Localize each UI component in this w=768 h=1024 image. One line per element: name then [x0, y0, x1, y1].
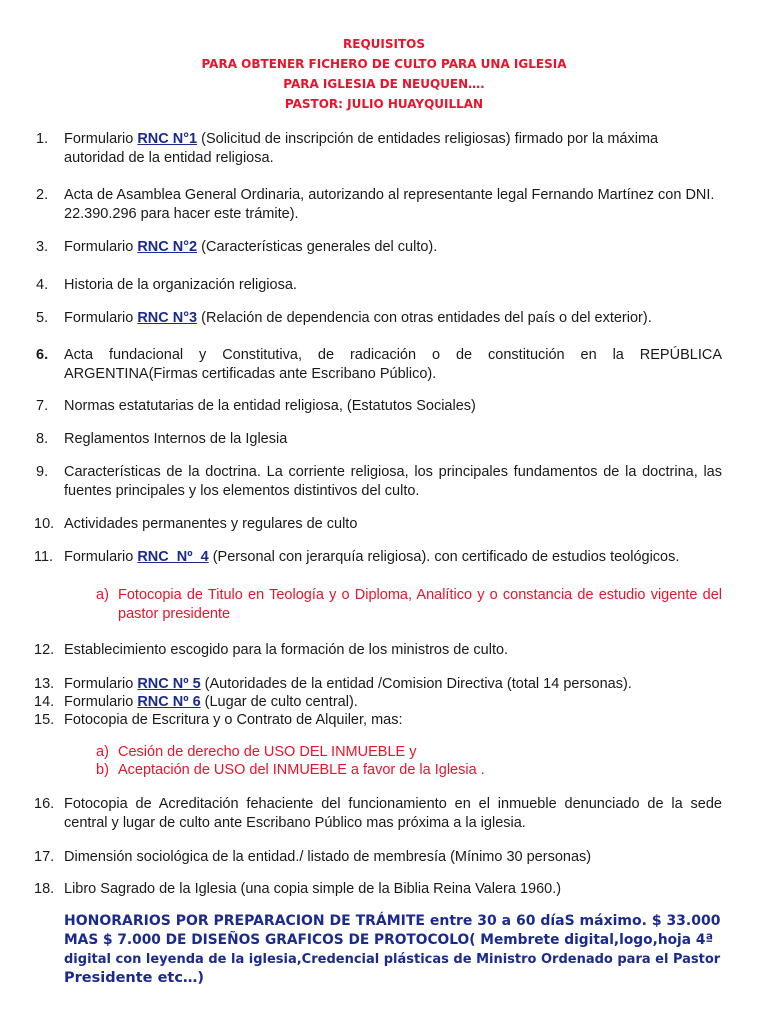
requirement-item-12: [34, 641, 722, 660]
requirement-item-17: [34, 848, 722, 867]
fee-line-2: MAS $ 7.000 DE DISEÑOS GRAFICOS DE PROTOCOLO( Membrete digital,logo,hoja 4ª: [64, 932, 714, 948]
requirement-item-4: [36, 276, 722, 295]
item-text: (Relación de dependencia con otras entidades del país o del exterior).: [197, 310, 652, 326]
item-text: (Características generales del culto).: [197, 239, 438, 255]
requirement-item-2: [36, 186, 722, 224]
item-number: 14.: [34, 694, 55, 710]
item-number: 15.: [34, 712, 55, 728]
fee-line-1: HONORARIOS POR PREPARACION DE TRÁMITE entre 30 a 60 díaS máximo. $ 33.000: [64, 913, 721, 929]
item-number: 9.: [36, 464, 49, 480]
item-number: 5.: [36, 310, 49, 326]
item-text-prefix: Formulario: [64, 131, 138, 147]
item-text: Libro Sagrado de la Iglesia (una copia simple de la Biblia Reina Valera 1960.): [64, 881, 562, 897]
requirement-item-6: [36, 346, 722, 384]
requirement-item-1: [36, 130, 722, 168]
requirement-item-15: [34, 711, 722, 730]
rnc-form-link-1: RNC N°1: [137, 131, 198, 147]
item-text-prefix: Formulario: [64, 676, 138, 692]
title-line-3: PARA IGLESIA DE NEUQUEN….: [283, 77, 485, 91]
rnc-form-link-2: RNC N°2: [137, 239, 198, 255]
sub-item-letter: b): [96, 762, 109, 778]
item-number: 7.: [36, 398, 49, 414]
requirement-item-13: [34, 675, 722, 694]
sub-item-text: Fotocopia de Titulo en Teología y o Diploma, Analítico y o constancia de estudio vigente del pastor presidente: [118, 587, 722, 622]
item-text-prefix: Formulario: [64, 239, 138, 255]
document-title: [0, 34, 768, 114]
rnc-form-link-6: RNC Nº 6: [137, 694, 201, 710]
title-line-2: PARA OBTENER FICHERO DE CULTO PARA UNA IGLESIA: [201, 57, 567, 71]
item-text-prefix: Formulario: [64, 310, 138, 326]
item-text: Características de la doctrina. La corriente religiosa, los principales fundamentos de la doctrina, las fuentes principales y los elementos distintivos del culto.: [64, 464, 722, 499]
item-number: 10.: [34, 516, 55, 532]
item-text: Establecimiento escogido para la formación de los ministros de culto.: [64, 642, 509, 658]
requirement-item-11: [34, 548, 722, 567]
title-line-4: PASTOR: JULIO HUAYQUILLAN: [284, 97, 484, 111]
sub-item-letter: a): [96, 744, 109, 760]
fee-line-4: Presidente etc…): [64, 970, 205, 986]
rnc-form-link-5: RNC Nº 5: [137, 676, 201, 692]
item-text: (Personal con jerarquía religiosa). con certificado de estudios teológicos.: [208, 549, 680, 565]
requirement-item-7: [36, 397, 722, 416]
item-number: 8.: [36, 431, 49, 447]
sub-item-15b: [96, 761, 722, 780]
sub-item-15a: [96, 743, 722, 762]
item-text-prefix: Formulario: [64, 694, 138, 710]
requirement-item-8: [36, 430, 722, 449]
item-text: Fotocopia de Acreditación fehaciente del funcionamiento en el inmueble denunciado de la sede central y lugar de culto ante Escribano Público mas próxima a la iglesia.: [64, 796, 722, 831]
item-text: (Autoridades de la entidad /Comision Directiva (total 14 personas).: [200, 676, 632, 692]
item-number: 11.: [34, 549, 54, 565]
sub-item-11a: [96, 586, 722, 624]
item-text: Dimensión sociológica de la entidad./ listado de membresía (Mínimo 30 personas): [64, 849, 592, 865]
item-number: 13.: [34, 676, 55, 692]
item-text: Historia de la organización religiosa.: [64, 277, 297, 293]
sub-item-text: Aceptación de USO del INMUEBLE a favor de la Iglesia .: [118, 762, 485, 778]
item-number: 18.: [34, 881, 55, 897]
item-text: Normas estatutarias de la entidad religiosa, (Estatutos Sociales): [64, 398, 476, 414]
item-text-prefix: Formulario: [64, 549, 138, 565]
item-number: 3.: [36, 239, 49, 255]
item-number: 6.: [36, 347, 49, 363]
item-number: 12.: [34, 642, 55, 658]
item-text: Actividades permanentes y regulares de culto: [64, 516, 358, 532]
requirement-item-16: [34, 795, 722, 833]
fee-line-3: digital con leyenda de la iglesia,Credencial plásticas de Ministro Ordenado para el Pastor: [64, 952, 721, 967]
title-line-1: REQUISITOS: [343, 37, 425, 51]
item-text: Acta fundacional y Constitutiva, de radicación o de constitución en la REPÚBLICA ARGENTINA(Firmas certificadas ante Escribano Público).: [64, 347, 722, 382]
item-number: 2.: [36, 187, 49, 203]
requirement-item-14: [34, 693, 722, 712]
item-number: 1.: [36, 131, 49, 147]
rnc-form-link-3: RNC N°3: [137, 310, 198, 326]
item-text: Reglamentos Internos de la Iglesia: [64, 431, 288, 447]
item-text: Acta de Asamblea General Ordinaria, autorizando al representante legal Fernando Martínez con DNI. 22.390.296 para hacer este trámite).: [64, 187, 715, 222]
sub-item-text: Cesión de derecho de USO DEL INMUEBLE y: [118, 744, 417, 760]
requirement-item-5: [36, 309, 722, 328]
rnc-form-link-4: RNC Nº 4: [137, 549, 209, 565]
item-number: 16.: [34, 796, 55, 812]
item-number: 4.: [36, 277, 49, 293]
requirement-item-10: [34, 515, 722, 534]
requirement-item-3: [36, 238, 722, 257]
item-text: (Solicitud de inscripción de entidades religiosas) firmado por la máxima autoridad de la entidad religiosa.: [64, 131, 659, 166]
item-number: 17.: [34, 849, 55, 865]
item-text: (Lugar de culto central).: [200, 694, 358, 710]
fees-paragraph: [64, 912, 724, 988]
requirement-item-9: [36, 463, 722, 501]
item-text: Fotocopia de Escritura y o Contrato de Alquiler, mas:: [64, 712, 403, 728]
sub-item-letter: a): [96, 587, 109, 603]
requirement-item-18: [34, 880, 722, 899]
